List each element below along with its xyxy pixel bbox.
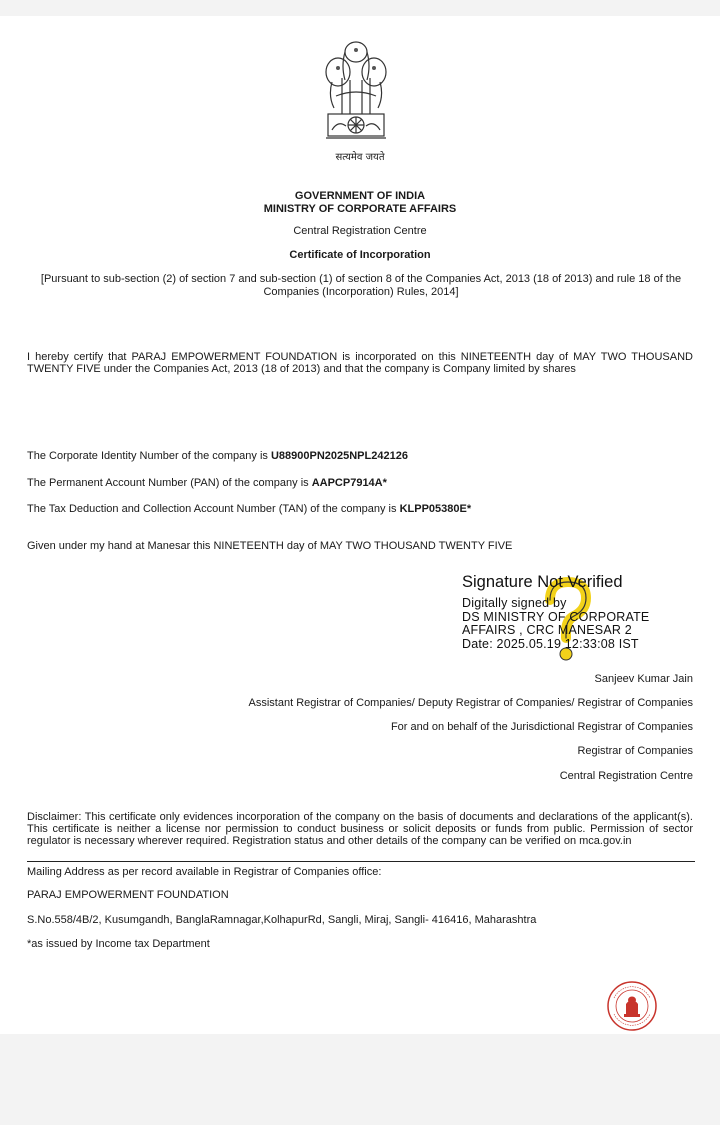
centre-name: Central Registration Centre: [293, 225, 427, 237]
mailing-label: Mailing Address as per record available in Registrar of Companies office:: [27, 866, 382, 878]
signer-line-1: DS MINISTRY OF CORPORATE: [462, 609, 650, 624]
signatory-designation: Assistant Registrar of Companies/ Deputy Registrar of Companies/ Registrar of Companies: [248, 697, 693, 709]
mailing-company: PARAJ EMPOWERMENT FOUNDATION: [27, 889, 229, 901]
divider: [27, 861, 695, 862]
pan-label: The Permanent Account Number (PAN) of the company is: [27, 477, 312, 489]
government-heading: [0, 190, 720, 216]
tan-line: [27, 503, 471, 515]
pan-value: AAPCP7914A*: [311, 477, 387, 489]
signature-status: Signature Not Verified: [462, 573, 623, 591]
certify-paragraph: I hereby certify that PARAJ EMPOWERMENT FOUNDATION is incorporated on this NINETEENTH day of MAY TWO THOUSAND TWENTY FIVE under the Companies Act, 2013 (18 of 2013) and that the company is Company limited by shares: [27, 351, 693, 375]
cin-label: The Corporate Identity Number of the company is: [27, 450, 271, 462]
mailing-address: S.No.558/4B/2, Kusumgandh, BanglaRamnagar,KolhapurRd, Sangli, Miraj, Sangli- 416416, Maharashtra: [27, 914, 537, 926]
national-emblem-icon: [318, 38, 394, 150]
signatory-registrar: Registrar of Companies: [577, 745, 693, 757]
certificate-page: [0, 16, 720, 1034]
pursuant-clause: [Pursuant to sub-section (2) of section 7 and sub-section (1) of section 8 of the Companies Act, 2013 (18 of 2013) and rule 18 of the Companies (Incorporation) Rules, 2014]: [40, 273, 682, 298]
disclaimer: Disclaimer: This certificate only evidences incorporation of the company on the basis of documents and declarations of the applicant(s). This certificate is neither a license nor permission to conduct business or solicit deposits or funds from public. Permission of sector regulator is necessary wherever required. Registration status and other details of the company can be verified on mca.gov.in: [27, 811, 693, 847]
tan-value: KLPP05380E*: [399, 503, 472, 515]
pan-line: [27, 477, 387, 489]
tan-label: The Tax Deduction and Collection Account Number (TAN) of the company is: [27, 503, 400, 515]
signer-line-2: AFFAIRS , CRC MANESAR 2: [462, 623, 632, 637]
digital-signature-block[interactable]: [462, 573, 702, 651]
signed-by: Digitally signed by: [462, 596, 567, 610]
signatory-centre: Central Registration Centre: [559, 770, 693, 782]
signatory-behalf: For and on behalf of the Jurisdictional Registrar of Companies: [390, 721, 693, 733]
signature-date: Date: 2025.05.19 12:33:08 IST: [462, 636, 639, 651]
mca-seal-icon: [606, 980, 658, 1032]
signatory-name: Sanjeev Kumar Jain: [594, 673, 693, 685]
given-line: Given under my hand at Manesar this NINETEENTH day of MAY TWO THOUSAND TWENTY FIVE: [27, 540, 513, 552]
emblem-motto: सत्यमेव जयते: [335, 152, 385, 163]
cin-line: [27, 450, 408, 462]
cin-value: U88900PN2025NPL242126: [270, 450, 408, 462]
pan-tan-note: *as issued by Income tax Department: [27, 938, 210, 950]
gov-line-2: MINISTRY OF CORPORATE AFFAIRS: [263, 203, 457, 215]
gov-line-1: GOVERNMENT OF INDIA: [294, 190, 426, 202]
certificate-title: Certificate of Incorporation: [289, 249, 431, 261]
